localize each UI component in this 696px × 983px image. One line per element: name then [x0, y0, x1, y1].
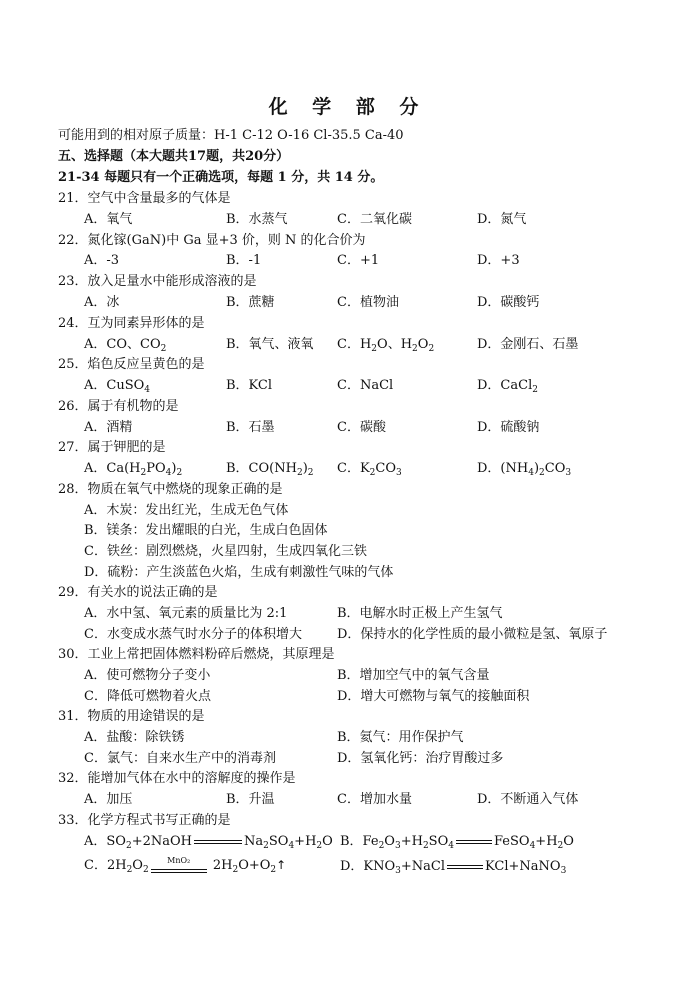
q33-option-c: C．$2H_2O_2$ MnO₂ $2H_2O+O_2↑$: [84, 855, 287, 875]
q33-option-b: B．$Fe_2O_3+H_2SO_4$ $FeSO_4+H_2O$: [340, 834, 574, 851]
equals-sign: [192, 837, 244, 847]
q21-option-b: B．水蒸气: [226, 212, 288, 227]
section-instruction: 21-34 每题只有一个正确选项，每题 1 分，共 14 分。: [58, 170, 384, 185]
q24-option-b: B．氧气、液氧: [226, 337, 314, 352]
q22-option-b: B．-1: [226, 253, 262, 268]
q31-option-d: D．氢氧化钙：治疗胃酸过多: [337, 751, 504, 766]
q33-option-d: D．$KNO_3+NaCl$ KCl+NaNO$_3$: [340, 859, 567, 876]
q28-option-c: C．铁丝：剧烈燃烧，火星四射，生成四氧化三铁: [84, 544, 367, 559]
q26-option-a: A．酒精: [84, 420, 133, 435]
q25-option-a: A．CuSO$_4$: [84, 378, 151, 395]
q26-option-d: D．硫酸钠: [477, 420, 540, 435]
question-29: 29．有关水的说法正确的是: [58, 585, 218, 600]
q21-option-d: D．氮气: [477, 212, 527, 227]
question-24: 24．互为同素异形体的是: [58, 316, 205, 331]
q26-option-b: B．石墨: [226, 420, 275, 435]
q24-option-c: C．$H_2O$、$H_2O_2$: [337, 337, 435, 354]
q30-option-a: A．使可燃物分子变小: [84, 668, 211, 683]
q29-option-c: C．水变成水蒸气时水分子的体积增大: [84, 627, 302, 642]
q26-option-c: C．碳酸: [337, 420, 386, 435]
question-30: 30．工业上常把固体燃料粉碎后燃烧，其原理是: [58, 647, 335, 662]
question-27: 27．属于钾肥的是: [58, 440, 166, 455]
page-title: 化 学 部 分: [268, 96, 428, 118]
q27-option-d: D．$(NH_4)_2CO_3$: [477, 461, 572, 478]
section-heading: 五、选择题（本大题共17题，共20分）: [58, 149, 290, 164]
q25-option-b: B．KCl: [226, 378, 273, 393]
q32-option-c: C．增加水量: [337, 792, 412, 807]
q27-option-c: C．$K_2CO_3$: [337, 461, 402, 478]
q29-option-d: D．保持水的化学性质的最小微粒是氢、氧原子: [337, 627, 608, 642]
q23-option-b: B．蔗糖: [226, 295, 275, 310]
q23-option-c: C．植物油: [337, 295, 399, 310]
q21-option-a: A．氧气: [84, 212, 133, 227]
q33-option-a: A．$SO_2+2NaOH$ $Na_2SO_4+H_2O$: [84, 834, 333, 851]
gas-arrow-icon: ↑: [276, 858, 287, 872]
q27-option-a: A．$Ca(H_2PO_4)_2$: [84, 461, 183, 478]
catalyst-arrow: [149, 855, 209, 874]
q23-option-d: D．碳酸钙: [477, 295, 540, 310]
q29-option-a: A．水中氢、氧元素的质量比为 2:1: [84, 606, 288, 621]
question-32: 32．能增加气体在水中的溶解度的操作是: [58, 771, 296, 786]
question-28: 28．物质在氧气中燃烧的现象正确的是: [58, 482, 283, 497]
q30-option-d: D．增大可燃物与氧气的接触面积: [337, 689, 530, 704]
q28-option-b: B．镁条：发出耀眼的白光，生成白色固体: [84, 523, 328, 538]
atomic-masses: 可能用到的相对原子质量：H-1 C-12 O-16 Cl-35.5 Ca-40: [58, 128, 404, 143]
q21-option-c: C．二氧化碳: [337, 212, 412, 227]
question-26: 26．属于有机物的是: [58, 399, 179, 414]
question-31: 31．物质的用途错误的是: [58, 709, 205, 724]
q27-option-b: B．$CO(NH_2)_2$: [226, 461, 314, 478]
equals-sign: [454, 837, 494, 847]
q28-option-a: A．木炭：发出红光，生成无色气体: [84, 503, 289, 518]
q22-option-a: A．-3: [84, 253, 120, 268]
q24-option-d: D．金刚石、石墨: [477, 337, 579, 352]
catalyst-label: MnO₂: [167, 855, 191, 865]
q31-option-a: A．盐酸：除铁锈: [84, 730, 185, 745]
q24-option-a: A．CO、$CO_2$: [84, 337, 167, 354]
q22-option-d: D．+3: [477, 253, 520, 268]
q25-option-c: C．NaCl: [337, 378, 394, 393]
question-33: 33．化学方程式书写正确的是: [58, 813, 231, 828]
q32-option-d: D．不断通入气体: [477, 792, 579, 807]
question-21: 21．空气中含量最多的气体是: [58, 191, 231, 206]
q31-option-b: B．氦气：用作保护气: [337, 730, 464, 745]
q25-option-d: D．CaCl$_2$: [477, 378, 538, 395]
q30-option-b: B．增加空气中的氧气含量: [337, 668, 490, 683]
question-22: 22．氮化镓(GaN)中 Ga 显+3 价，则 N 的化合价为: [58, 233, 366, 248]
q22-option-c: C．+1: [337, 253, 380, 268]
q32-option-a: A．加压: [84, 792, 133, 807]
q28-option-d: D．硫粉：产生淡蓝色火焰，生成有刺激性气味的气体: [84, 565, 394, 580]
q31-option-c: C．氯气：自来水生产中的消毒剂: [84, 751, 276, 766]
q29-option-b: B．电解水时正极上产生氢气: [337, 606, 503, 621]
q23-option-a: A．冰: [84, 295, 120, 310]
q30-option-c: C．降低可燃物着火点: [84, 689, 211, 704]
question-23: 23．放入足量水中能形成溶液的是: [58, 274, 257, 289]
q32-option-b: B．升温: [226, 792, 275, 807]
question-25: 25．焰色反应呈黄色的是: [58, 357, 205, 372]
equals-sign: [445, 862, 485, 872]
